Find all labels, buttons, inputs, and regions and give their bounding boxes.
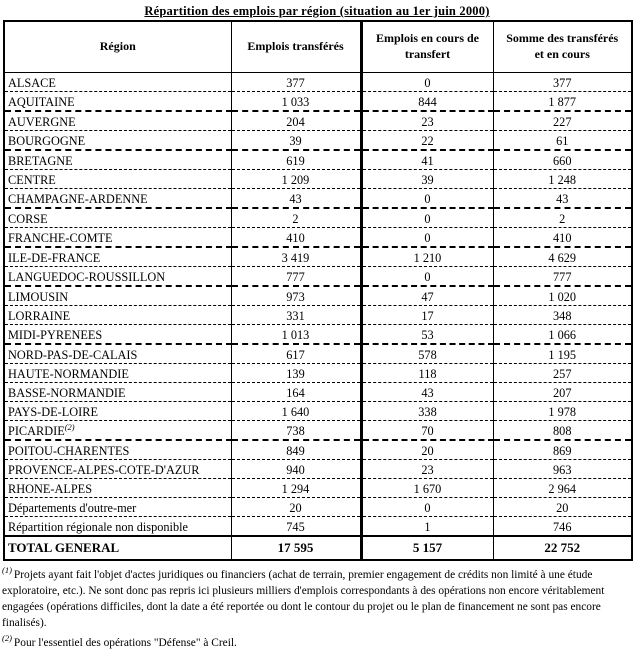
transferred-value: 849 — [231, 440, 361, 460]
sum-value: 1 248 — [493, 170, 632, 189]
in-progress-value: 844 — [361, 92, 493, 112]
in-progress-value: 22 — [361, 131, 493, 151]
sum-value: 808 — [493, 421, 632, 441]
footnote-2-text: Pour l'essentiel des opérations "Défense" à Creil. — [13, 636, 237, 649]
region-name-cell — [4, 228, 231, 248]
in-progress-value: 53 — [361, 325, 493, 345]
region-name-cell — [4, 440, 231, 460]
region-name: LIMOUSIN — [8, 290, 69, 304]
region-name-cell — [4, 111, 231, 131]
region-name: BOURGOGNE — [8, 134, 86, 148]
sum-value: 207 — [493, 383, 632, 402]
transferred-value: 1 640 — [231, 402, 361, 421]
sum-value: 4 629 — [493, 247, 632, 267]
table-row — [4, 286, 632, 306]
region-name-cell — [4, 498, 231, 517]
table-row — [4, 440, 632, 460]
transferred-value: 3 419 — [231, 247, 361, 267]
table-row — [4, 479, 632, 498]
region-name: AQUITAINE — [8, 95, 75, 109]
sum-value: 2 964 — [493, 479, 632, 498]
region-name: POITOU-CHARENTES — [8, 444, 130, 459]
region-name: LORRAINE — [8, 309, 71, 323]
region-name-cell — [4, 306, 231, 325]
table-row — [4, 189, 632, 209]
in-progress-value: 0 — [361, 73, 493, 92]
region-name: PICARDIE — [8, 424, 65, 439]
table-row — [4, 131, 632, 151]
sum-value: 20 — [493, 498, 632, 517]
region-name-cell — [4, 479, 231, 498]
region-name-cell — [4, 325, 231, 345]
footnote-2 — [2, 632, 631, 651]
in-progress-value: 1 670 — [361, 479, 493, 498]
table-row — [4, 421, 632, 441]
region-name: HAUTE-NORMANDIE — [8, 367, 129, 381]
region-name-cell — [4, 402, 231, 421]
transferred-value: 617 — [231, 344, 361, 364]
in-progress-value: 0 — [361, 228, 493, 248]
transferred-value: 377 — [231, 73, 361, 92]
in-progress-value: 41 — [361, 150, 493, 170]
footnotes-section — [2, 564, 631, 651]
region-name: AUVERGNE — [8, 115, 76, 129]
footnote-1 — [2, 564, 631, 632]
region-name-cell — [4, 131, 231, 151]
region-name-cell — [4, 267, 231, 287]
table-row — [4, 402, 632, 421]
sum-value: 869 — [493, 440, 632, 460]
column-header-sum: Somme des transférés et en cours — [493, 21, 632, 73]
region-name: PROVENCE-ALPES-COTE-D'AZUR — [8, 463, 200, 478]
table-row — [4, 498, 632, 517]
table-row — [4, 228, 632, 248]
table-row — [4, 364, 632, 383]
in-progress-value: 23 — [361, 460, 493, 479]
transferred-value: 1 013 — [231, 325, 361, 345]
table-row — [4, 306, 632, 325]
region-name-cell — [4, 247, 231, 267]
in-progress-value: 0 — [361, 498, 493, 517]
in-progress-value: 118 — [361, 364, 493, 383]
transferred-value: 738 — [231, 421, 361, 441]
table-row — [4, 170, 632, 189]
region-name-cell — [4, 421, 231, 441]
sum-value: 377 — [493, 73, 632, 92]
table-row — [4, 383, 632, 402]
transferred-value: 1 209 — [231, 170, 361, 189]
table-row — [4, 267, 632, 287]
table-row — [4, 73, 632, 92]
transferred-value: 745 — [231, 517, 361, 537]
region-name: CORSE — [8, 212, 48, 226]
region-name: CENTRE — [8, 173, 56, 187]
employment-by-region-table — [3, 20, 633, 561]
transferred-value: 164 — [231, 383, 361, 402]
region-name-cell — [4, 170, 231, 189]
transferred-value: 777 — [231, 267, 361, 287]
region-name-cell — [4, 460, 231, 479]
in-progress-value: 338 — [361, 402, 493, 421]
sum-value: 746 — [493, 517, 632, 537]
table-row — [4, 344, 632, 364]
region-name: FRANCHE-COMTE — [8, 231, 113, 245]
in-progress-value: 70 — [361, 421, 493, 441]
table-row — [4, 517, 632, 537]
sum-value: 777 — [493, 267, 632, 287]
region-name-cell — [4, 189, 231, 209]
table-row — [4, 460, 632, 479]
in-progress-value: 23 — [361, 111, 493, 131]
region-name: ILE-DE-FRANCE — [8, 251, 101, 265]
column-header-in-progress: Emplois en cours de transfert — [361, 21, 493, 73]
transferred-value: 139 — [231, 364, 361, 383]
footnote-1-marker: (1) — [2, 565, 12, 576]
table-row — [4, 150, 632, 170]
transferred-value: 43 — [231, 189, 361, 209]
transferred-value: 331 — [231, 306, 361, 325]
region-name: CHAMPAGNE-ARDENNE — [8, 192, 148, 206]
in-progress-value: 0 — [361, 208, 493, 228]
sum-value: 257 — [493, 364, 632, 383]
region-name-cell — [4, 92, 231, 112]
in-progress-value: 578 — [361, 344, 493, 364]
transferred-value: 1 294 — [231, 479, 361, 498]
region-name-cell — [4, 344, 231, 364]
table-row — [4, 325, 632, 345]
sum-value: 43 — [493, 189, 632, 209]
sum-value: 1 978 — [493, 402, 632, 421]
sum-value: 1 066 — [493, 325, 632, 345]
in-progress-value: 0 — [361, 267, 493, 287]
in-progress-value: 20 — [361, 440, 493, 460]
region-name-cell — [4, 364, 231, 383]
transferred-value: 20 — [231, 498, 361, 517]
footnote-1-text: Projets ayant fait l'objet d'actes juridiques ou financiers (achat de terrain, premier engagement de crédits non limité à une étude exploratoire, etc.). Ne sont donc pas repris ici plusieurs milliers d'emplois correspondants à des opérations non encore véritablement engagées (opérations difficiles, dont la date a été reportée ou dont le contour du projet ou le plan de financement ne sont pas encore finalisés). — [2, 568, 605, 630]
transferred-value: 940 — [231, 460, 361, 479]
region-name: MIDI-PYRENEES — [8, 328, 103, 342]
in-progress-value: 1 — [361, 517, 493, 537]
sum-value: 410 — [493, 228, 632, 248]
table-row — [4, 92, 632, 112]
region-name: BRETAGNE — [8, 154, 73, 168]
transferred-value: 410 — [231, 228, 361, 248]
transferred-value: 2 — [231, 208, 361, 228]
region-name-cell — [4, 208, 231, 228]
page-title: Répartition des emplois par région (situation au 1er juin 2000) — [144, 4, 490, 18]
column-header-region: Région — [4, 21, 231, 73]
total-row — [4, 536, 632, 560]
table-row — [4, 247, 632, 267]
in-progress-value: 39 — [361, 170, 493, 189]
region-name-cell — [4, 383, 231, 402]
sum-value: 1 195 — [493, 344, 632, 364]
footnote-2-marker: (2) — [2, 632, 12, 643]
region-name: LANGUEDOC-ROUSSILLON — [8, 270, 166, 284]
region-name: NORD-PAS-DE-CALAIS — [8, 348, 138, 362]
transferred-value: 619 — [231, 150, 361, 170]
total-label: TOTAL GENERAL — [4, 536, 231, 560]
in-progress-value: 47 — [361, 286, 493, 306]
transferred-value: 39 — [231, 131, 361, 151]
region-name-cell — [4, 286, 231, 306]
sum-value: 2 — [493, 208, 632, 228]
region-name: ALSACE — [8, 76, 56, 90]
sum-value: 660 — [493, 150, 632, 170]
region-name: PAYS-DE-LOIRE — [8, 405, 98, 419]
in-progress-value: 0 — [361, 189, 493, 209]
column-header-transferred: Emplois transférés — [231, 21, 361, 73]
header-row — [4, 21, 632, 73]
region-name-cell — [4, 73, 231, 92]
in-progress-value: 1 210 — [361, 247, 493, 267]
in-progress-value: 17 — [361, 306, 493, 325]
transferred-value: 973 — [231, 286, 361, 306]
sum-value: 1 020 — [493, 286, 632, 306]
region-name: Répartition régionale non disponible — [8, 520, 188, 535]
sum-value: 348 — [493, 306, 632, 325]
sum-value: 61 — [493, 131, 632, 151]
sum-value: 1 877 — [493, 92, 632, 112]
table-row — [4, 111, 632, 131]
sum-value: 963 — [493, 460, 632, 479]
in-progress-value: 43 — [361, 383, 493, 402]
total-transferred-value: 17 595 — [231, 536, 361, 560]
region-name-cell — [4, 517, 231, 537]
region-name: BASSE-NORMANDIE — [8, 386, 126, 400]
total-in-progress-value: 5 157 — [361, 536, 493, 560]
region-name: RHONE-ALPES — [8, 482, 93, 497]
region-name-cell — [4, 150, 231, 170]
transferred-value: 1 033 — [231, 92, 361, 112]
sum-value: 227 — [493, 111, 632, 131]
table-row — [4, 208, 632, 228]
total-sum-value: 22 752 — [493, 536, 632, 560]
region-name: Départements d'outre-mer — [8, 501, 137, 516]
transferred-value: 204 — [231, 111, 361, 131]
footnote-reference: (2) — [64, 422, 75, 432]
